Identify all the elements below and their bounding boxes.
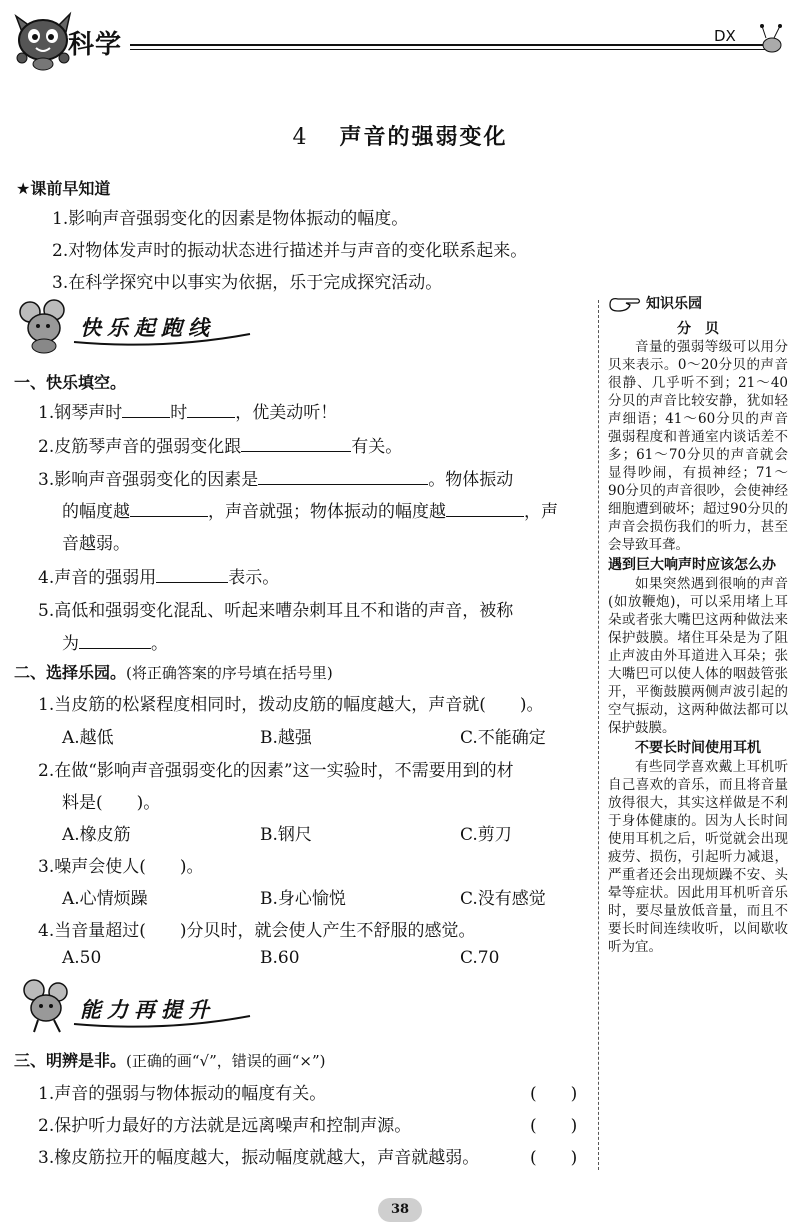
fill-question: 5.高低和强弱变化混乱、听起来嘈杂刺耳且不和谐的声音，被称 xyxy=(38,601,514,621)
sidebar-paragraph: 有些同学喜欢戴上耳机听自己喜欢的音乐，而且将音量放得很大，其实这样做是不利于身体健康的。因为人长时间使用耳机之后，听觉就会出现疲劳、损伤，引起听力减退，严重者还会出现烦躁不安、头晕等症状。因此用耳机听音乐时，要尽量放低音量，而且不要长时间连续收听，以间歇收听为宜。 xyxy=(608,759,788,955)
section-heading: 二、选择乐园。(将正确答案的序号填在括号里) xyxy=(14,663,333,682)
banner-title: 快乐起跑线 xyxy=(80,316,215,340)
sidebar-subtitle: 分 贝 xyxy=(677,321,719,337)
section-heading: 三、明辨是非。(正确的画“√”，错误的画“×”) xyxy=(14,1051,326,1070)
choice-question: 1.当皮筋的松紧程度相同时，拨动皮筋的幅度越大，声音就( )。 xyxy=(38,695,544,715)
answer-blank[interactable] xyxy=(446,515,524,517)
fill-question: 1.钢琴声时 时 ，优美动听！ xyxy=(38,403,338,423)
answer-blank[interactable] xyxy=(187,416,235,418)
choice-option[interactable]: B.60 xyxy=(260,948,300,968)
page-number-badge xyxy=(378,1198,422,1222)
answer-blank[interactable] xyxy=(130,515,208,517)
choice-question-cont: 料是( )。 xyxy=(62,793,161,813)
choice-option[interactable]: B.身心愉悦 xyxy=(260,889,346,909)
answer-blank[interactable] xyxy=(156,581,228,583)
fill-question: 音越弱。 xyxy=(62,534,130,554)
edition-code: DX xyxy=(714,27,736,45)
answer-blank[interactable] xyxy=(122,416,170,418)
judge-item: 2.保护听力最好的方法就是远离噪声和控制声源。 xyxy=(38,1116,412,1136)
choice-option[interactable]: C.不能确定 xyxy=(460,728,546,748)
answer-blank[interactable] xyxy=(258,483,428,485)
header-rule xyxy=(130,44,770,46)
banner-ability-up xyxy=(14,976,254,1036)
fill-question: 为 。 xyxy=(62,634,168,654)
preview-heading: ★课前早知道 xyxy=(16,179,111,198)
choice-option[interactable]: A.心情烦躁 xyxy=(62,889,148,909)
answer-blank[interactable] xyxy=(241,450,351,452)
choice-option[interactable]: C.没有感觉 xyxy=(460,889,546,909)
answer-bracket[interactable]: ( ) xyxy=(530,1148,578,1168)
banner-title: 能力再提升 xyxy=(80,998,215,1022)
sidebar-subtitle: 遇到巨大响声时应该怎么办 xyxy=(608,557,776,573)
sidebar-paragraph: 如果突然遇到很响的声音(如放鞭炮)，可以采用堵上耳朵或者张大嘴巴这两种做法来保护鼓膜。堵住耳朵是为了阻止声波由外耳道进入耳朵；张大嘴巴可以使人体的咽鼓管张开，平衡鼓膜两侧声波引起的空气振动，这两种做法都可以保护鼓膜。 xyxy=(608,576,788,736)
answer-bracket[interactable]: ( ) xyxy=(530,1084,578,1104)
choice-question: 4.当音量超过( )分贝时，就会使人产生不舒服的感觉。 xyxy=(38,921,476,941)
fill-question: 3.影响声音强弱变化的因素是 。物体振动 xyxy=(38,470,514,490)
choice-question: 2.在做“影响声音强弱变化的因素”这一实验时，不需要用到的材 xyxy=(38,761,514,781)
choice-question: 3.噪声会使人( )。 xyxy=(38,857,204,877)
preview-item: 1.影响声音强弱变化的因素是物体振动的幅度。 xyxy=(52,209,409,229)
sidebar-subtitle: 不要长时间使用耳机 xyxy=(635,740,761,756)
lesson-title-text: 声音的强弱变化 xyxy=(339,125,508,150)
sidebar-label: 知识乐园 xyxy=(646,296,702,312)
fill-question: 2.皮筋琴声音的强弱变化跟 有关。 xyxy=(38,437,403,457)
knowledge-sidebar xyxy=(608,292,788,956)
page-number: 38 xyxy=(390,1202,410,1217)
lesson-number: 4 xyxy=(292,125,307,150)
corner-bug-icon xyxy=(752,18,792,58)
subject-label: 科学 xyxy=(68,30,123,60)
preview-item: 2.对物体发声时的振动状态进行描述并与声音的变化联系起来。 xyxy=(52,241,528,261)
section-heading: 一、快乐填空。 xyxy=(14,373,127,392)
pointing-hand-icon xyxy=(608,293,642,313)
choice-option[interactable]: A.越低 xyxy=(62,728,114,748)
choice-option[interactable]: B.越强 xyxy=(260,728,312,748)
judge-item: 1.声音的强弱与物体振动的幅度有关。 xyxy=(38,1084,327,1104)
answer-bracket[interactable]: ( ) xyxy=(530,1116,578,1136)
sidebar-paragraph: 音量的强弱等级可以用分贝来表示。0～20分贝的声音很静、几乎听不到；21～40分贝的声音比较安静，犹如轻声细语；41～60分贝的声音强弱程度和普通室内谈话差不多；61～70分贝的声音就会显得吵闹，有损神经；71～90分贝的声音很吵，会使神经细胞遭到破坏；超过90分贝的声音会损伤我们的听力，甚至会导致耳聋。 xyxy=(608,339,788,553)
choice-option[interactable]: B.钢尺 xyxy=(260,825,312,845)
fill-question: 的幅度越 ，声音就强；物体振动的幅度越 ，声 xyxy=(62,502,558,522)
banner-happy-start xyxy=(14,298,254,354)
choice-option[interactable]: C.剪刀 xyxy=(460,825,512,845)
lesson-title xyxy=(0,120,800,151)
preview-item: 3.在科学探究中以事实为依据，乐于完成探究活动。 xyxy=(52,273,443,293)
header-rule-thin xyxy=(130,49,770,50)
judge-item: 3.橡皮筋拉开的幅度越大，振动幅度就越大，声音就越弱。 xyxy=(38,1148,480,1168)
choice-option[interactable]: A.橡皮筋 xyxy=(62,825,131,845)
choice-option[interactable]: C.70 xyxy=(460,948,500,968)
fill-question: 4.声音的强弱用 表示。 xyxy=(38,568,280,588)
sidebar-divider xyxy=(598,300,599,1170)
sidebar-label-row xyxy=(608,292,788,314)
choice-option[interactable]: A.50 xyxy=(62,948,102,968)
answer-blank[interactable] xyxy=(79,647,151,649)
